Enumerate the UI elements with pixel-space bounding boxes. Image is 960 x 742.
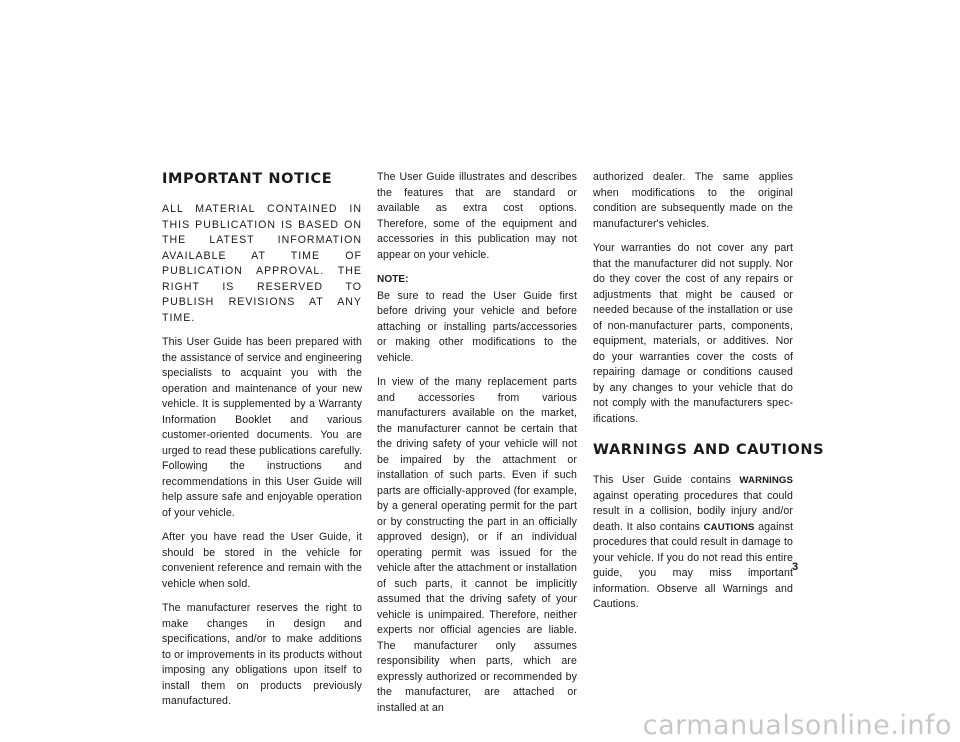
warnings-cautions-heading: WARNINGS AND CAUTIONS xyxy=(593,442,825,458)
cautions-keyword: CAUTIONS xyxy=(703,521,755,533)
intro-paragraph: This User Guide has been prepared with the assistance of service and engineering specialists to acquaint you with the operation and maintenance of your new vehicle. It is supplemented by a Warranty Information Booklet and various customer-oriented documents. You are urged to read these publications carefully. Following the instructions and recommendations in this User Guide will help assure safe and enjoyable operation of your vehicle. xyxy=(162,336,362,519)
page-number: 3 xyxy=(792,561,799,573)
note-label: NOTE: xyxy=(377,274,409,285)
column-left xyxy=(162,170,362,719)
column-middle xyxy=(377,170,577,725)
important-notice-heading: IMPORTANT NOTICE xyxy=(162,171,333,187)
column-right xyxy=(593,170,825,622)
changes-paragraph: The manufacturer reserves the right to make changes in design and specifications, and/or to make additions to or improvements in its products without imposing any obligations upon itself to install them on products previously manufactured. xyxy=(162,602,362,707)
replacement-parts-paragraph: In view of the many replacement parts and accessories from various manufacturers available on the market, the manufacturer cannot be certain that the driving safety of your vehicle will not be impaired by the attachment or installation of such parts. Even if such parts are officially-approved (for example, by a general operating permit for the part or by constructing the part in an officially approved design), or if an individual operating permit was issued for the vehicle after the attachment or installation of such parts, it cannot be implicitly assumed that the driving safety of your vehicle is unimpaired. Therefore, neither experts nor official agencies are liable. The manufacturer only assumes responsibility when parts, which are expressly authorized or recommended by the manufacturer, are attached or installed at an xyxy=(377,376,577,714)
note-block xyxy=(377,272,577,366)
warnings-keyword: WARNINGS xyxy=(739,475,793,486)
warranty-paragraph: Your warranties do not cover any part that the manufacturer did not supply. Nor do they cover the cost of any repairs or adjustments that might be caused or needed because of the installation or use of non-manufacturer parts, components, equipment, materials, or additives. Nor do your warranties cover the costs of repairing damage or conditions caused by any changes to your vehicle that do not comply with the manufacturers specifications. xyxy=(593,242,793,425)
note-text: Be sure to read the User Guide first before driving your vehicle and before attaching or installing parts/accessories or making other modifications to the vehicle. xyxy=(377,289,577,364)
warnings-text-2: against operating procedures that could result in a collision, bodily injury and/or death. It also contains xyxy=(593,489,793,533)
warnings-cautions-paragraph xyxy=(593,473,793,613)
important-notice-caps-paragraph: ALL MATERIAL CONTAINED IN THIS PUBLICATION IS BASED ON THE LATEST INFORMATION AVAILABLE AT TIME OF PUBLICATION APPROVAL. THE RIGHT IS RESERVED TO PUBLISH REVISIONS AT ANY TIME. xyxy=(162,203,362,324)
replacement-parts-paragraph-continued: authorized dealer. The same applies when modifications to the original condition are subsequently made on the manufacturer's vehicles. xyxy=(593,171,793,230)
storage-paragraph: After you have read the User Guide, it should be stored in the vehicle for convenient reference and remain with the vehicle when sold. xyxy=(162,531,362,590)
warnings-text-1: This User Guide contains xyxy=(593,474,740,486)
watermark-logo: carmanualsonline.info xyxy=(642,710,952,741)
features-paragraph: The User Guide illustrates and describes the features that are standard or available as extra cost options. Therefore, some of the equipment and accessories in this publication may not appear on your vehicle. xyxy=(377,171,577,261)
warnings-text-3: against procedures that could result in damage to your vehicle. If you do not read this entire guide, you may miss important information. Observe all Warnings and Cautions. xyxy=(593,520,794,610)
